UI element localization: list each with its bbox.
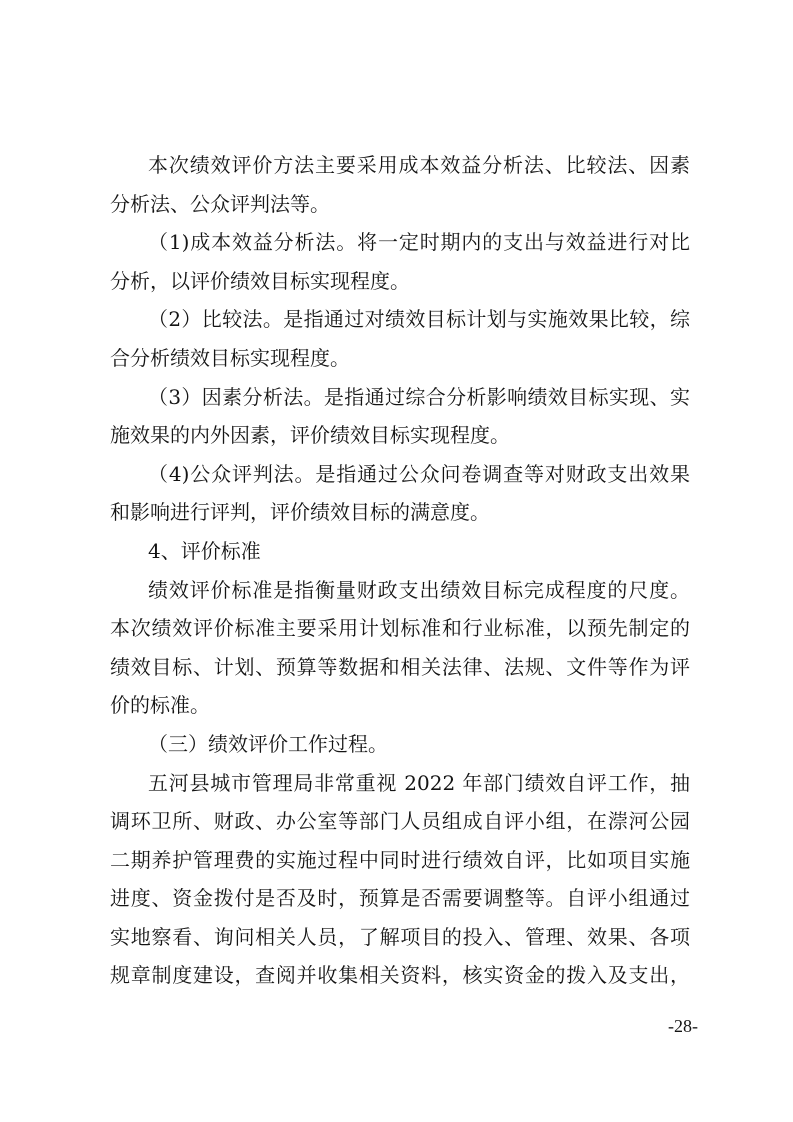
text-line: 绩效目标、计划、预算等数据和相关法律、法规、文件等作为评	[110, 654, 690, 679]
text-line: （4)公众评判法。是指通过公众问卷调查等对财政支出效果	[148, 461, 690, 486]
text-line: 本次绩效评价方法主要采用成本效益分析法、比较法、因素	[148, 153, 690, 177]
text-line: 实地察看、询问相关人员，了解项目的投入、管理、效果、各项	[110, 924, 690, 949]
page-number: -28-	[668, 1016, 698, 1036]
text-line: 调环卫所、财政、办公室等部门人员组成自评小组，在漴河公园	[110, 809, 690, 834]
text-line: 绩效评价标准是指衡量财政支出绩效目标完成程度的尺度。	[148, 577, 690, 602]
text-line: 合分析绩效目标实现程度。	[110, 345, 350, 370]
text-line: 五河县城市管理局非常重视 2022 年部门绩效自评工作，抽	[148, 770, 690, 795]
text-line: 分析，以评价绩效目标实现程度。	[110, 268, 410, 293]
text-line: （3）因素分析法。是指通过综合分析影响绩效目标实现、实	[148, 384, 690, 409]
body-text	[110, 146, 690, 995]
text-line: 和影响进行评判，评价绩效目标的满意度。	[110, 500, 490, 525]
text-line: 本次绩效评价标准主要采用计划标准和行业标准，以预先制定的	[110, 616, 690, 641]
text-line: 分析法、公众评判法等。	[110, 191, 330, 216]
text-line: 进度、资金拨付是否及时，预算是否需要调整等。自评小组通过	[110, 886, 690, 911]
text-line: 价的标准。	[110, 693, 210, 718]
section-heading: （三）绩效评价工作过程。	[148, 731, 388, 756]
text-line: 二期养护管理费的实施过程中同时进行绩效自评，比如项目实施	[110, 847, 690, 872]
text-line: 施效果的内外因素，评价绩效目标实现程度。	[110, 423, 510, 448]
section-heading: 4、评价标准	[148, 538, 261, 563]
text-line: （1)成本效益分析法。将一定时期内的支出与效益进行对比	[148, 230, 690, 255]
text-line: （2）比较法。是指通过对绩效目标计划与实施效果比较，综	[148, 307, 690, 332]
text-line: 规章制度建设，查阅并收集相关资料，核实资金的拨入及支出，	[110, 963, 690, 988]
